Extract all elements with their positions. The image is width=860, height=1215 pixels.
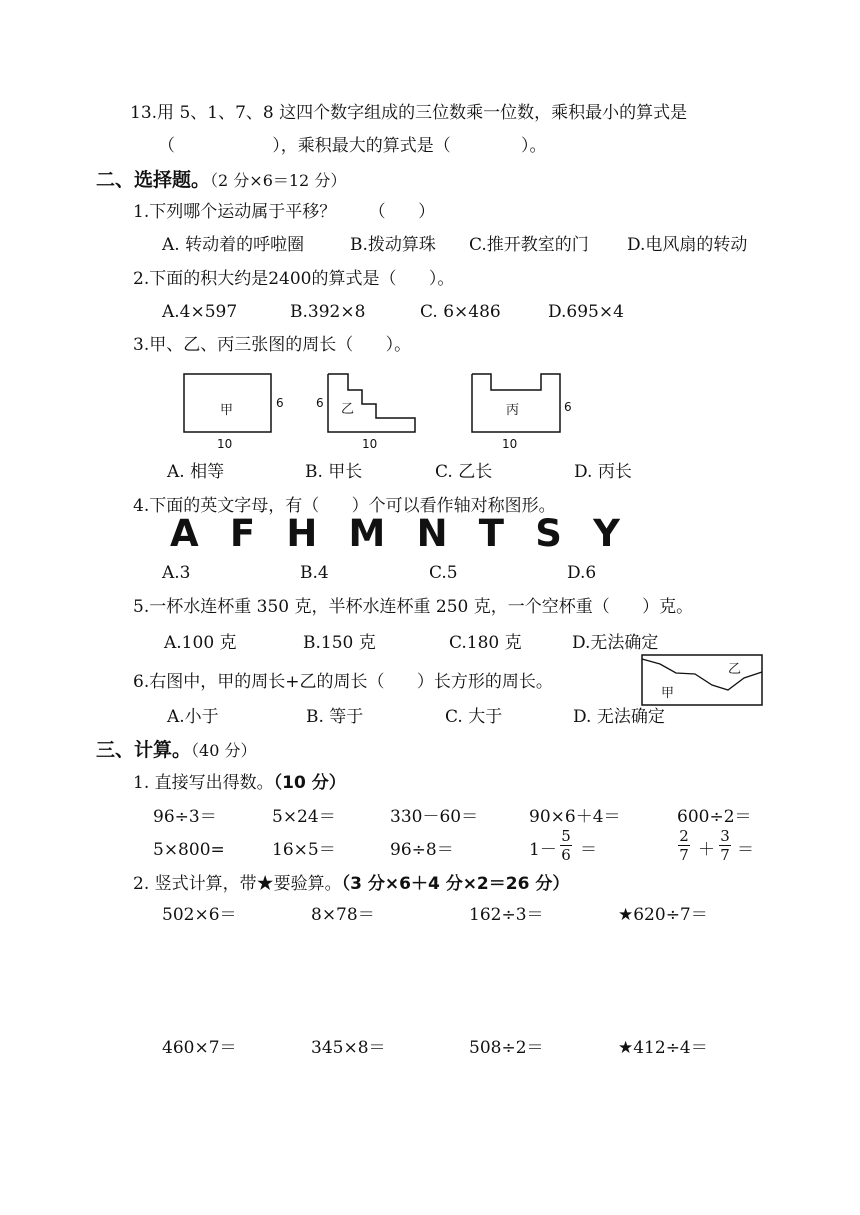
p2-r1-c4: ★620÷7＝ — [618, 905, 708, 925]
p1-r1-c3: 330－60＝ — [390, 807, 479, 827]
q6-option-a: A.小于 — [167, 707, 219, 727]
letter-h: H — [286, 512, 318, 555]
frac2-op: ＋ — [698, 840, 715, 860]
p1-r1-c2: 5×24＝ — [272, 807, 336, 827]
figure-bing-label: 丙 — [506, 403, 520, 418]
letter-f: F — [229, 512, 256, 555]
q13-line2: （ ），乘积最大的算式是（ ）。 — [158, 136, 547, 156]
p1-r1-c1: 96÷3＝ — [153, 807, 217, 827]
frac1-denominator: 6 — [561, 846, 571, 864]
letter-s: S — [535, 512, 562, 555]
p2-r2-c1: 460×7＝ — [162, 1038, 237, 1058]
q4-option-b: B.4 — [300, 563, 329, 583]
q3-option-c: C. 乙长 — [435, 462, 493, 482]
q1-text: 1.下列哪个运动属于平移？ （ ） — [133, 202, 436, 222]
q2-option-b: B.392×8 — [290, 302, 366, 322]
frac2-denominator2: 7 — [720, 846, 730, 864]
q2-option-c: C. 6×486 — [420, 302, 501, 322]
p1-r2-c1: 5×800= — [153, 840, 225, 860]
p1-r1-c4: 90×6＋4＝ — [529, 807, 621, 827]
p2-r1-c2: 8×78＝ — [311, 905, 375, 925]
figure-jia-width: 10 — [217, 437, 233, 451]
figure-yi-label: 乙 — [341, 402, 355, 417]
q6-dividing-curve — [642, 659, 762, 690]
q1-option-b: B.拨动算珠 — [350, 235, 436, 255]
figure-jia-label: 甲 — [220, 403, 234, 418]
q5-option-a: A.100 克 — [164, 633, 237, 653]
q1-option-a: A. 转动着的呼啦圈 — [162, 235, 305, 255]
letter-a: A — [170, 512, 199, 555]
q3-option-a: A. 相等 — [167, 462, 225, 482]
frac1-suffix: ＝ — [580, 840, 597, 860]
q6-text: 6.右图中，甲的周长+乙的周长（ ）长方形的周长。 — [133, 672, 553, 692]
q2-option-d: D.695×4 — [548, 302, 624, 322]
figure-jia-height: 6 — [276, 396, 284, 410]
q3-option-d: D. 丙长 — [574, 462, 632, 482]
q1-option-d: D.电风扇的转动 — [627, 235, 748, 255]
section3-heading: 三、计算。（40 分） — [96, 739, 257, 761]
p1-r2-c3: 96÷8＝ — [390, 840, 454, 860]
p1-r2-c2: 16×5＝ — [272, 840, 336, 860]
q4-option-a: A.3 — [162, 563, 191, 583]
q4-text: 4.下面的英文字母，有（ ）个可以看作轴对称图形。 — [133, 496, 556, 516]
p2-title: 2. 竖式计算，带★要验算。（3 分×6＋4 分×2＝26 分） — [133, 874, 570, 894]
p2-r1-c3: 162÷3＝ — [469, 905, 544, 925]
q6-option-d: D. 无法确定 — [573, 707, 665, 727]
q3-text: 3.甲、乙、丙三张图的周长（ ）。 — [133, 335, 412, 355]
figure-yi-height: 6 — [316, 396, 324, 410]
frac2-second — [719, 828, 731, 863]
q3-option-b: B. 甲长 — [305, 462, 363, 482]
q5-text: 5.一杯水连杯重 350 克，半杯水连杯重 250 克，一个空杯重（ ）克。 — [133, 597, 694, 617]
q6-option-c: C. 大于 — [445, 707, 503, 727]
q6-rectangle — [642, 655, 762, 705]
frac1-prefix: 1－ — [529, 840, 557, 860]
p1-title: 1. 直接写出得数。（10 分） — [133, 773, 346, 793]
letter-n: N — [416, 512, 448, 555]
p2-r1-c1: 502×6＝ — [162, 905, 237, 925]
q5-option-d: D.无法确定 — [572, 633, 659, 653]
q6-label-jia: 甲 — [661, 686, 675, 701]
frac2-first — [678, 828, 690, 863]
q5-option-b: B.150 克 — [303, 633, 376, 653]
figure-bing-width: 10 — [502, 437, 518, 451]
q6-option-b: B. 等于 — [306, 707, 364, 727]
q2-text: 2.下面的积大约是2400的算式是（ ）。 — [133, 269, 455, 289]
letter-y: Y — [593, 512, 620, 555]
section2-heading: 二、选择题。（2 分×6＝12 分） — [96, 169, 347, 191]
frac1-fraction — [560, 828, 572, 863]
p2-r2-c4: ★412÷4＝ — [618, 1038, 708, 1058]
figure-bing-height: 6 — [564, 400, 572, 414]
letter-t: T — [478, 512, 505, 555]
frac2-numerator1: 2 — [679, 827, 689, 845]
p2-r2-c2: 345×8＝ — [311, 1038, 386, 1058]
q2-option-a: A.4×597 — [162, 302, 238, 322]
p1-r1-c5: 600÷2＝ — [677, 807, 752, 827]
figure-yi-width: 10 — [362, 437, 378, 451]
frac2-suffix: ＝ — [737, 840, 754, 860]
q4-option-c: C.5 — [429, 563, 458, 583]
letter-m: M — [348, 512, 386, 555]
frac2-denominator1: 7 — [679, 846, 689, 864]
frac1-numerator: 5 — [561, 827, 571, 845]
q6-label-yi: 乙 — [728, 662, 742, 677]
q4-option-d: D.6 — [567, 563, 597, 583]
q13-line1: 13.用 5、1、7、8 这四个数字组成的三位数乘一位数，乘积最小的算式是 — [130, 103, 688, 123]
q5-option-c: C.180 克 — [449, 633, 522, 653]
q1-option-c: C.推开教室的门 — [469, 235, 589, 255]
p2-r2-c3: 508÷2＝ — [469, 1038, 544, 1058]
frac2-numerator2: 3 — [720, 827, 730, 845]
